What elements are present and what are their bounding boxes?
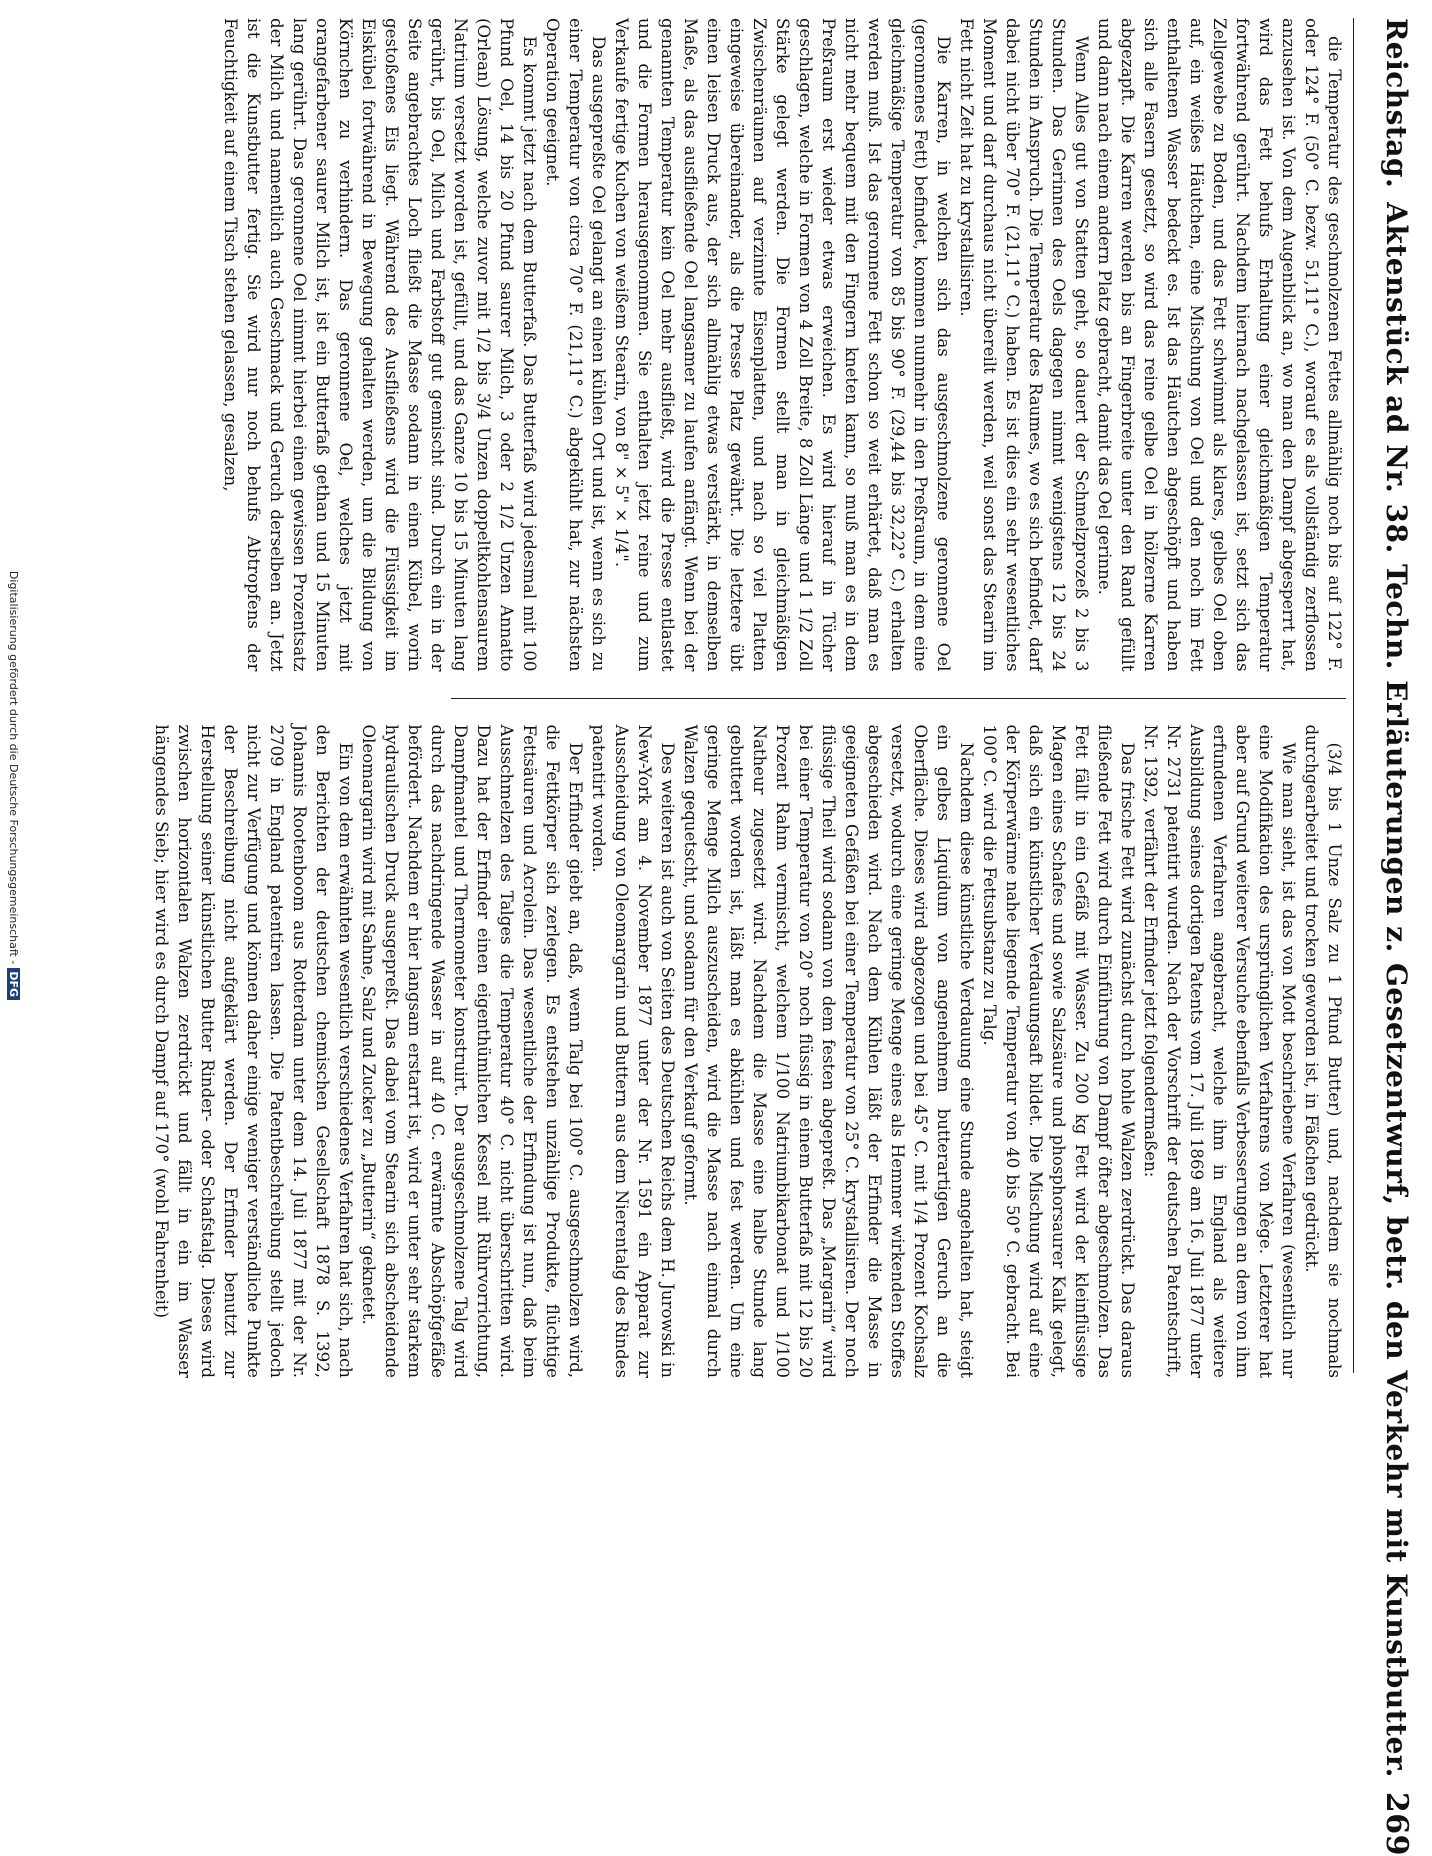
running-head	[1353, 18, 1414, 1856]
paragraph: Das frische Fett wird zunächst durch hohle Walzen zerdrückt. Das daraus fließende Fett wird durch Einführung von Dampf öfter abgeschmolzen. Das Fett fällt in ein Gefäß mit Wasser. Zu 200 kg Fett wird der kleinflüssige Magen eines Schafes und sowie Salzsäure und phosphorsaurer Kalk gelegt, daß sich ein künstlicher Verdauungsaft bildet. Die Mischung wird auf eine der Körperwärme nahe liegende Temperatur von 40 bis 50° C. gebracht. Bei 100° C. wird die Fettsubstanz zu Talg.	[980, 724, 1137, 1378]
dfg-logo: DFG	[7, 968, 20, 1000]
paragraph: (3/4 bis 1 Unze Salz zu 1 Pfund Butter) und, nachdem sie nochmals durchgearbeitet und trocken geworden ist, in Fäßchen gedrückt.	[1302, 724, 1344, 1378]
page-number: 269	[1379, 1791, 1414, 1856]
paragraph: Ein von dem erwähnten wesentlich verschiedenes Verfahren hat sich, nach den Berichten der deutschen chemischen Gesellschaft 1878 S. 1392, Johannis Rootenboom aus Rotterdam unter dem 14. Juli 1877 mit der Nr. 2709 in England patentiren lassen. Die Patentbeschreibung stellt jedoch nicht zur Verfügung und können daher einige weniger verständliche Punkte der Beschreibung nicht aufgeklärt werden. Der Erfinder benutzt zur Herstellung seiner künstlichen Butter Rinder- oder Schafstalg. Dieses wird zwischen horizontalen Walzen zerdrückt und fällt in ein im Wasser hängendes Sieb; hier wird es durch Dampf auf 170° (wohl Fahrenheit)	[152, 724, 355, 1378]
paragraph: Es kommt jetzt nach dem Butterfaß. Das Butterfaß wird jedesmal mit 100 Pfund Oel, 14 bis 20 Pfund saurer Milch, 3 oder 2 1/2 Unzen Annatto (Orlean) Lösung, welche zuvor mit 1/2 bis 3/4 Unzen doppeltkohlensaurem Natrium versetzt worden ist, gefüllt, und das Ganze 10 bis 15 Minuten lang gerührt, bis Oel, Milch und Farbstoff gut gemischt sind. Durch ein in der Seite angebrachtes Loch fließt die Masse sodann in einen Kübel, worin gestoßenes Eis liegt. Während des Ausfließens wird die Flüssigkeit im Eiskübel fortwährend in Bewegung gehalten werden, um die Bildung von Körnchen zu verhindern. Das geronnene Oel, welches jetzt mit orangefarbener saurer Milch ist, ist ein Butterfaß gethan und 15 Minuten lang gerührt. Das geronnene Oel nimmt hierbei einen gewissen Prozentsatz der Milch und namentlich auch Geschmack und Geruch derselben an. Jetzt ist die Kunstbutter fertig. Sie wird nur noch behufs Abtropfens der Feuchtigkeit auf einem Tisch stehen gelassen, gesalzen,	[221, 18, 539, 672]
digitization-note	[2, 0, 20, 1000]
text-column-right	[152, 724, 1346, 1379]
digitization-note-text: Digitalisierung gefördert durch die Deutsche Forschungsgemeinschaft -	[7, 570, 20, 965]
column-divider	[451, 698, 1346, 699]
paragraph: Die Karren, in welchen sich das ausgeschmolzene geronnene Oel (geronnenes Fett) befindet, kommen nunmehr in den Preßraum, in dem eine gleichmäßige Temperatur von 85 bis 90° F. (29,44 bis 32,22° C.) erhalten werden muß. Ist das geronnene Fett schon so weit erhärtet, daß man es nicht mehr bequem mit den Fingern kneten kann, so muß man es in dem Preßraum erst wieder etwas erweichen. Es wird hierauf in Tücher geschlagen, welche in Formen von 4 Zoll Breite, 8 Zoll Länge und 1 1/2 Zoll Stärke gelegt werden. Die Formen stellt man in gleichmäßigen Zwischenräumen auf verzinnte Eisenplatten, und nach so viel Platten eingeweise übereinander, als die Presse Platz gewährt. Die letztere übt einen leisen Druck aus, der sich allmählig etwas verstärkt, in demselben Maße, als das ausfließende Oel langsamer zu laufen anfängt. Wenn bei der genannten Temperatur kein Oel mehr ausfließt, wird die Presse entlastet und die Formen herausgenommen. Sie enthalten jetzt reine und zum Verkaufe fertige Kuchen von weißem Stearin, von 8" × 5" × 1/4".	[612, 18, 953, 672]
paragraph: Der Erfinder giebt an, daß, wenn Talg bei 100° C. ausgeschmolzen wird, die Fettkörper sich zerlegen. Es entstehen unzählige Produkte, flüchtige Fettsäuren und Acrolein. Das wesentliche der Erfindung ist nun, daß beim Ausschmelzen des Talges die Temperatur 40° C. nicht überschritten wird. Dazu hat der Erfinder einen eigenthümlichen Kessel mit Rührvorrichtung, Dampfmantel und Thermometer konstruirt. Der ausgeschmolzene Talg wird durch das nachdringende Wasser in auf 40 C. erwärmte Abschöpfgefäße befördert. Nachdem er hier langsam erstarrt ist, wird er unter sehr starkem hydraulischen Druck ausgepreßt. Das dabei vom Stearin sich abscheidende Oleomargarin wird mit Sahne, Salz und Zucker zu „Butterin“ geknetet.	[359, 724, 585, 1378]
text-column-left	[221, 18, 1346, 672]
paragraph: Wie man sieht, ist das von Mott beschriebene Verfahren (wesentlich nur eine Modifikation des ursprünglichen Verfahrens von Mège. Letzterer hat aber auf Grund weiterer Versuche ebenfalls Verbesserungen an dem von ihm erfundenen Verfahren angebracht, welche ihm in England als weitere Ausbildung seines dortigen Patents vom 17. Juli 1869 am 16. Juli 1877 unter Nr. 2731 patentirt wurden. Nach der Vorschrift der deutschen Patentschrift, Nr. 1392, verfährt der Erfinder jetzt folgendermaßen:	[1141, 724, 1298, 1378]
page-body	[152, 18, 1346, 1378]
header-left: Reichstag.	[1380, 18, 1413, 189]
paragraph: Des weiteren ist auch von Seiten des Deutschen Reichs dem H. Jurowski in New-York am 4. November 1877 unter der Nr. 1591 ein Apparat zur Ausscheidung von Oleomargarin und Buttern aus dem Nierentalg des Rindes patentirt worden.	[589, 724, 677, 1378]
paragraph: die Temperatur des geschmolzenen Fettes allmählig noch bis auf 122° F. oder 124° F. (50° C. bezw. 51,11° C.), worauf es als vollständig zerflossen anzusehen ist. Von dem Augenblick an, wo man den Dampf abgesperrt hat, wird das Fett behufs Erhaltung einer gleichmäßigen Temperatur fortwährend gerührt. Nachdem hiernach nachgelassen ist, setzt sich das Zellgewebe zu Boden, und das Fett schwimmt als klares, gelbes Oel oben auf, ein weißes Häutchen, eine Mischung von Oel und den noch im Fett enthaltenen Wasser bedeckt es. Ist das Häutchen abgeschöpft und haben sich alle Fasern gesetzt, so wird das reine gelbe Oel in hölzerne Karren abgezapft. Die Karren werden bis an Fingerbreite unter den Rand gefüllt und dann nach einem andern Platz gebracht, damit das Oel gerinne.	[1095, 18, 1344, 672]
paragraph: Das ausgepreßte Oel gelangt an einen kühlen Ort und ist, wenn es sich zu einer Temperatur von circa 70° F. (21,11° C.) abgekühlt hat, zur nächsten Operation geeignet.	[543, 18, 608, 672]
paragraph: Nachdem diese künstliche Verdauung eine Stunde angehalten hat, steigt ein gelbes Liquidum von angenehmem butterartigen Geruch an die Oberfläche. Dieses wird abgezogen und bei 45° C. mit 1/4 Prozent Kochsalz versetzt, wodurch eine geringe Menge eines als Hemmer wirkenden Stoffes abgeschieden wird. Nach dem Kühlen läßt der Erfinder die Masse in geeigneten Gefäßen bei einer Temperatur von 25° C. krystallisiren. Der noch flüssige Theil wird sodann von dem festen abgepreßt. Das „Margarin“ wird bei einer Temperatur von 20° noch flüssig in einem Butterfaß mit 12 bis 20 Prozent Rahm vermischt, welchem 1/100 Natriumbikarbonat und 1/100 Natheur zugesetzt wird. Nachdem die Masse eine halbe Stunde lang gebuttert worden ist, läßt man es abkühlen und fest werden. Um eine geringe Menge Milch auszuscheiden, wird die Masse nach einmal durch Walzen gequetscht, und sodann für den Verkauf geformt.	[681, 724, 976, 1378]
paragraph: Wenn Alles gut von Statten geht, so dauert der Schmelzprozeß 2 bis 3 Stunden. Das Gerinnen des Oels dagegen nimmt wenigstens 12 bis 24 Stunden in Anspruch. Die Temperatur des Raumes, wo es sich befindet, darf dabei nicht über 70° F. (21,11° C.) haben. Es ist dies ein sehr wesentliches Moment und darf durchaus nicht übereilt werden, weil sonst das Stearin im Fett nicht Zeit hat zu krystallisiren.	[957, 18, 1091, 672]
header-title: Aktenstück ad Nr. 38. Techn. Erläuterungen z. Gesetzentwurf, betr. den Verkehr mit Kunstbutter.	[1380, 202, 1413, 1778]
